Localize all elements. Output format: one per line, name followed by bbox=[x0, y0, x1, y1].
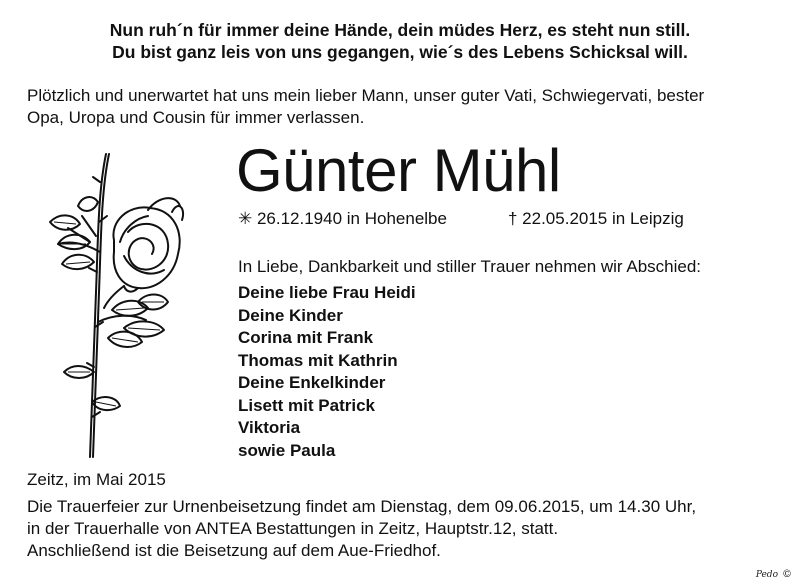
birth-date: ✳ 26.12.1940 in Hohenelbe bbox=[238, 209, 447, 228]
signer-item: Deine Kinder bbox=[238, 305, 343, 325]
intro-line-1: Plötzlich und unerwartet hat uns mein lieber Mann, unser guter Vati, Schwiegervati, bester bbox=[27, 86, 705, 105]
signer-item: Deine liebe Frau Heidi bbox=[238, 283, 416, 302]
footer-credit bbox=[756, 569, 792, 580]
death-date: † 22.05.2015 in Leipzig bbox=[508, 209, 684, 228]
memorial-quote bbox=[0, 19, 800, 63]
signer-item: Viktoria bbox=[238, 418, 301, 437]
intro-line-2: Opa, Uropa und Cousin für immer verlassen. bbox=[27, 108, 365, 127]
rose-icon bbox=[28, 152, 188, 462]
signer-item: Corina mit Frank bbox=[238, 328, 374, 347]
funeral-info bbox=[27, 496, 787, 562]
signer-item: Lisett mit Patrick bbox=[238, 395, 375, 415]
quote-line-2: Du bist ganz leis von uns gegangen, wie´s des Lebens Schicksal will. bbox=[112, 42, 688, 62]
signer-item: sowie Paula bbox=[238, 440, 336, 460]
signers-list bbox=[238, 282, 416, 462]
signature-mark: Pedo bbox=[755, 570, 778, 580]
quote-line-1: Nun ruh´n für immer deine Hände, dein müdes Herz, es steht nun still. bbox=[109, 20, 691, 40]
intro-text bbox=[27, 85, 787, 129]
funeral-line-2: in der Trauerhalle von ANTEA Bestattungen in Zeitz, Hauptstr.12, statt. bbox=[27, 519, 559, 538]
place-date: Zeitz, im Mai 2015 bbox=[27, 470, 166, 489]
funeral-line-1: Die Trauerfeier zur Urnenbeisetzung findet am Dienstag, dem 09.06.2015, um 14.30 Uhr, bbox=[27, 497, 697, 516]
funeral-line-3: Anschließend ist die Beisetzung auf dem Aue-Friedhof. bbox=[27, 541, 441, 560]
signer-item: Thomas mit Kathrin bbox=[238, 350, 398, 370]
mourning-line: In Liebe, Dankbarkeit und stiller Trauer nehmen wir Abschied: bbox=[238, 257, 702, 276]
signer-item: Deine Enkelkinder bbox=[238, 373, 386, 392]
copyright-icon: © bbox=[782, 569, 792, 580]
deceased-name: Günter Mühl bbox=[236, 137, 561, 204]
